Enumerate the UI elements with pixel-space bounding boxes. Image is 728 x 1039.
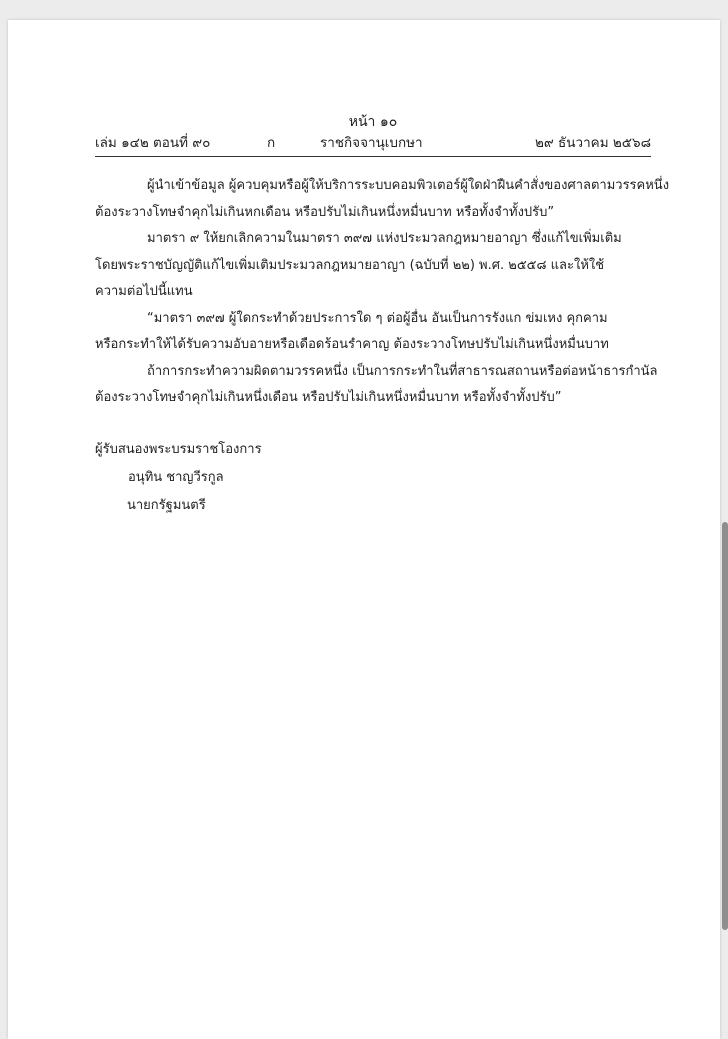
document-page <box>8 20 720 1039</box>
paragraph-1-line-1: ผู้นำเข้าข้อมูล ผู้ควบคุมหรือผู้ให้บริการระบบคอมพิวเตอร์ผู้ใดฝ่าฝืนคำสั่งของศาลตามวรรคหนึ่ง <box>147 178 670 193</box>
document-body <box>95 173 670 412</box>
paragraph-4-line-2: ต้องระวางโทษจำคุกไม่เกินหนึ่งเดือน หรือปรับไม่เกินหนึ่งหมื่นบาท หรือทั้งจำทั้งปรับ” <box>95 390 562 405</box>
publication-date: ๒๙ ธันวาคม ๒๕๖๘ <box>534 135 651 151</box>
gazette-header <box>95 132 651 157</box>
gazette-title: ราชกิจจานุเบกษา <box>320 135 423 151</box>
gazette-document <box>95 112 670 520</box>
paragraph-4-line-1: ถ้าการกระทำความผิดตามวรรคหนึ่ง เป็นการกระทำในที่สาธารณสถานหรือต่อหน้าธารกำนัล <box>147 363 658 379</box>
issue-label: ตอนที่ ๙๐ <box>153 135 211 151</box>
signatory-title: นายกรัฐมนตรี <box>127 497 206 513</box>
paragraph-3-line-1: “มาตรา ๓๙๗ ผู้ใดกระทำด้วยประการใด ๆ ต่อผู้อื่น อันเป็นการรังแก ข่มเหง คุกคาม <box>147 310 608 326</box>
volume-label: เล่ม ๑๔๒ <box>95 135 149 151</box>
page-number: หน้า ๑๐ <box>348 114 398 130</box>
signature-block <box>95 436 651 520</box>
paragraph-2-line-3: ความต่อไปนี้แทน <box>95 284 193 299</box>
section-label: ก <box>267 135 276 151</box>
vertical-scrollbar[interactable] <box>722 522 728 930</box>
signatory-name: อนุทิน ชาญวีรกูล <box>128 469 224 485</box>
paragraph-3-line-2: หรือกระทำให้ได้รับความอับอายหรือเดือดร้อนรำคาญ ต้องระวางโทษปรับไม่เกินหนึ่งหมื่นบาท <box>95 337 609 352</box>
paragraph-1-line-2: ต้องระวางโทษจำคุกไม่เกินหกเดือน หรือปรับไม่เกินหนึ่งหมื่นบาท หรือทั้งจำทั้งปรับ” <box>95 204 555 220</box>
paragraph-2-line-1: มาตรา ๙ ให้ยกเลิกความในมาตรา ๓๙๗ แห่งประมวลกฎหมายอาญา ซึ่งแก้ไขเพิ่มเติม <box>147 231 622 246</box>
paragraph-2-line-2: โดยพระราชบัญญัติแก้ไขเพิ่มเติมประมวลกฎหมายอาญา (ฉบับที่ ๒๒) พ.ศ. ๒๕๕๘ และให้ใช้ <box>95 257 605 273</box>
countersign-label: ผู้รับสนองพระบรมราชโองการ <box>95 441 262 457</box>
